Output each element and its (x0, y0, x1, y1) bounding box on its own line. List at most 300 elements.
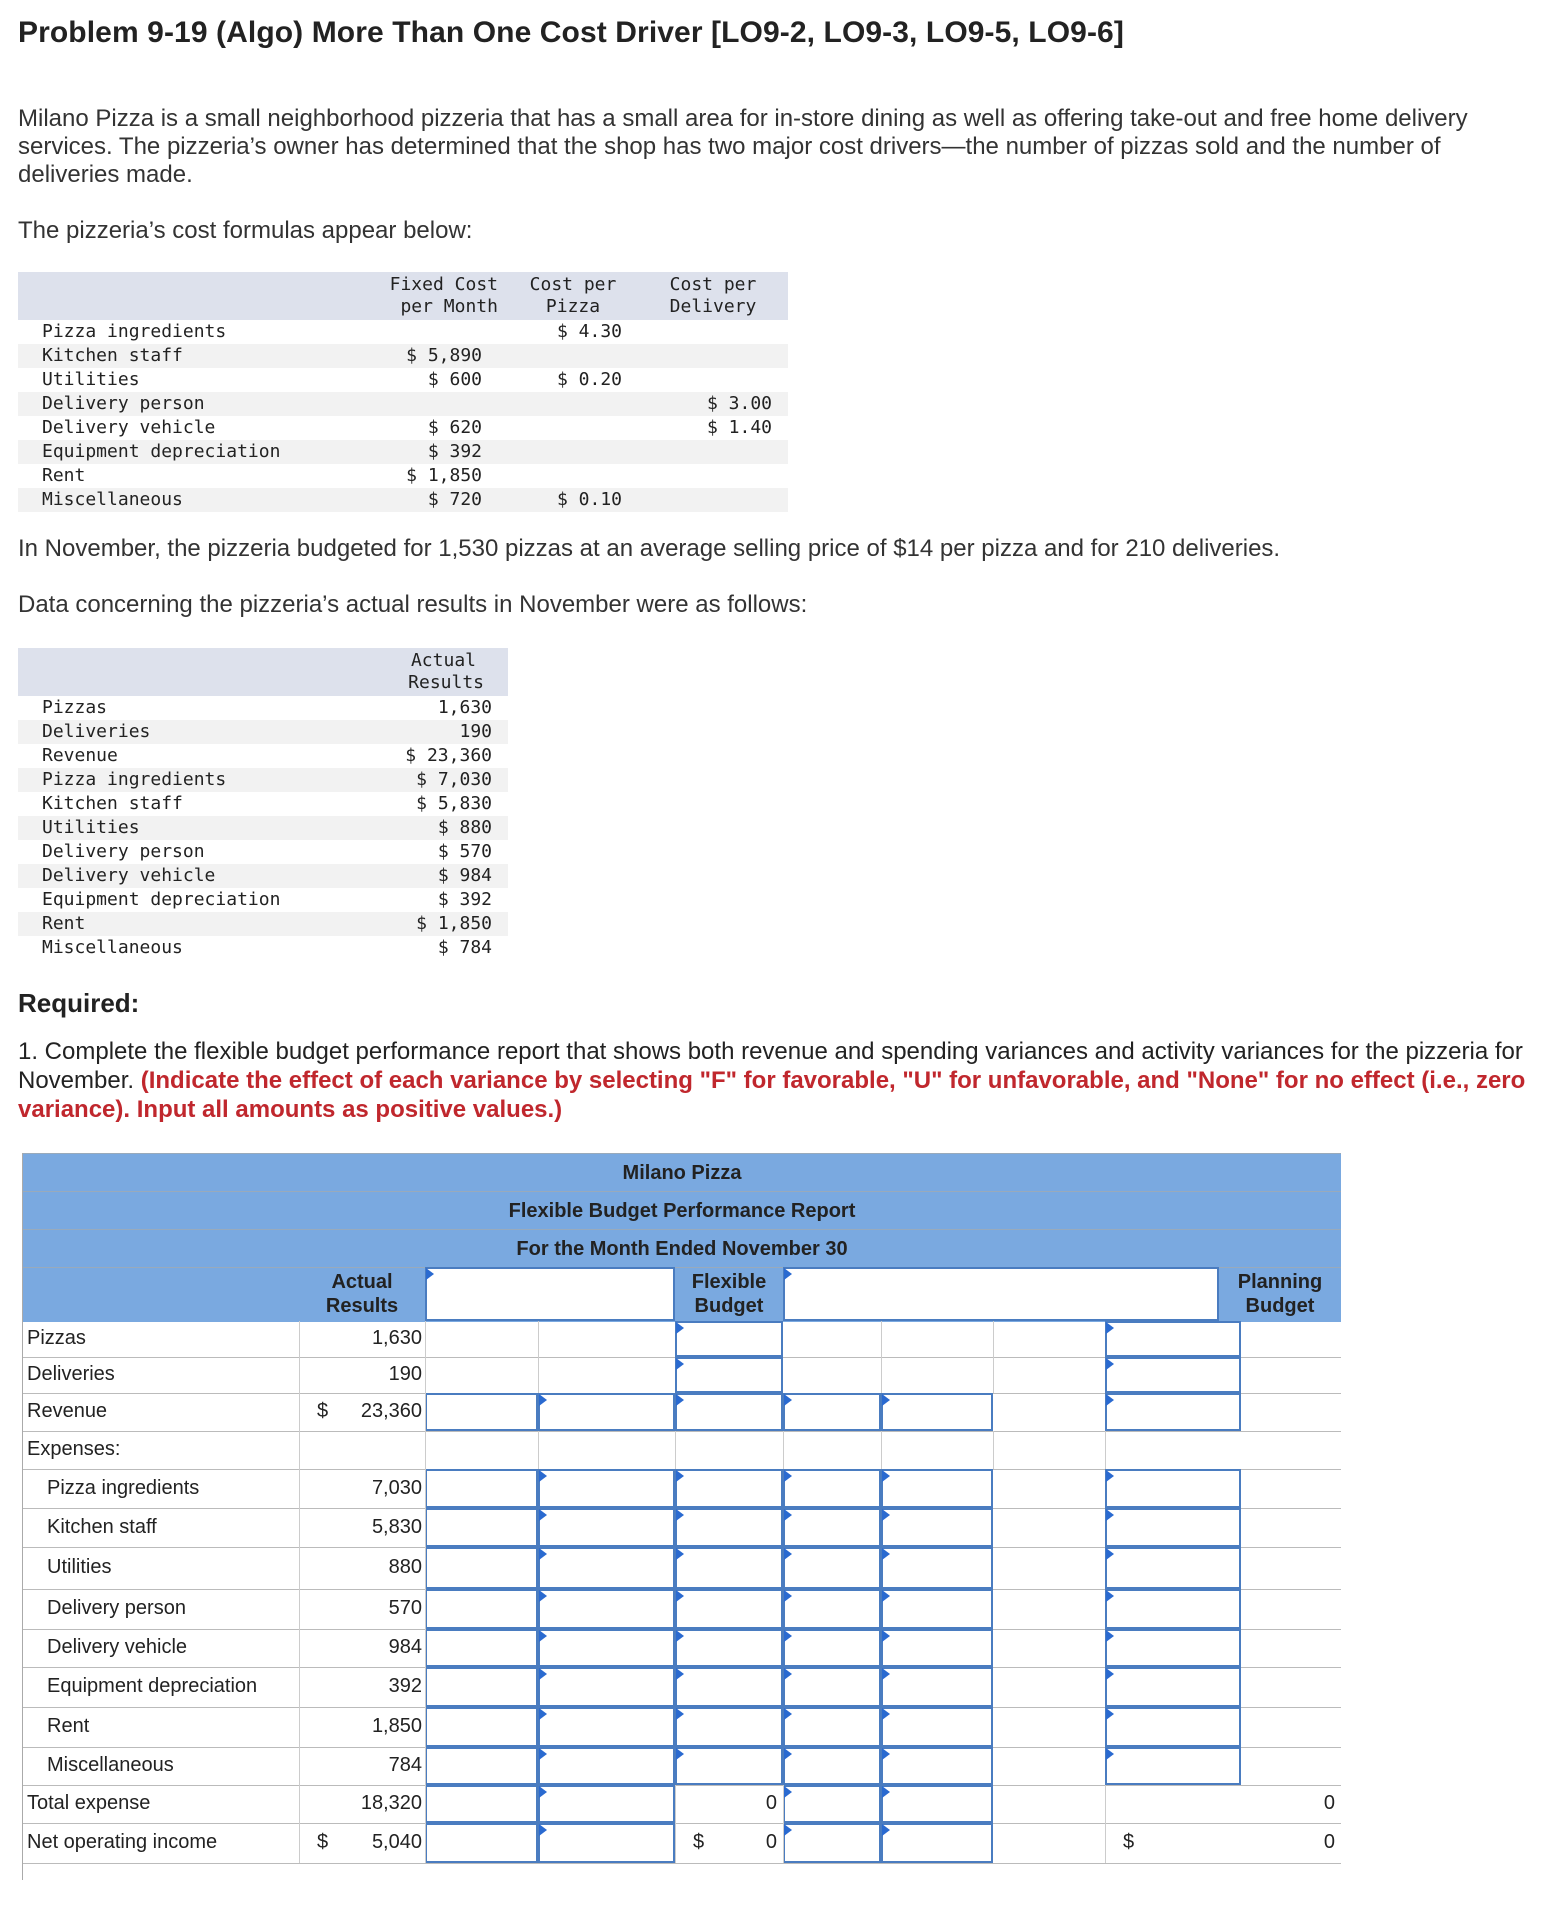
cost-table-row (18, 440, 788, 464)
flexible-budget-input[interactable] (675, 1629, 783, 1667)
activity-effect-select[interactable] (881, 1707, 993, 1747)
activity-effect-select[interactable] (881, 1393, 993, 1431)
dropdown-arrow-icon (1106, 1358, 1114, 1370)
activity-variance-input[interactable] (783, 1547, 881, 1589)
actual-row-value: $ 570 (437, 841, 492, 862)
problem-title: Problem 9-19 (Algo) More Than One Cost Driver [LO9-2, LO9-3, LO9-5, LO9-6] (18, 16, 1124, 49)
dropdown-arrow-icon (882, 1394, 890, 1406)
expenses-label: Expenses: (27, 1438, 121, 1460)
revenue-spending-variance-input[interactable] (425, 1667, 538, 1707)
cost-row-delivery (638, 464, 788, 488)
cost-table-row (18, 344, 788, 368)
cost-row-pizza (508, 392, 638, 416)
column-divider (783, 1431, 784, 1469)
cost-row-delivery (638, 440, 788, 464)
activity-variance-input[interactable] (783, 1747, 881, 1785)
net-activity-variance-input[interactable] (783, 1823, 881, 1863)
total-activity-effect-select[interactable] (881, 1785, 993, 1823)
actual-row-value: $ 392 (437, 889, 492, 910)
total-expense-flexible: 0 (765, 1792, 777, 1814)
cost-formula-table (18, 272, 788, 512)
dropdown-arrow-icon (676, 1470, 684, 1482)
actual-row-value: $ 23,360 (405, 745, 492, 766)
header-cost-per-pizza: Cost per Pizza (508, 272, 638, 320)
actual-table-row (18, 912, 508, 936)
cost-row-delivery (638, 320, 788, 344)
activity-effect-select[interactable] (881, 1629, 993, 1667)
report-row-divider (23, 1823, 1341, 1824)
header-cost-per-delivery: Cost per Delivery (638, 272, 788, 320)
planning-budget-input[interactable] (1105, 1667, 1241, 1707)
report-row-actual: 1,630 (371, 1327, 422, 1349)
column-divider (783, 1785, 784, 1823)
dropdown-arrow-icon (1106, 1590, 1114, 1602)
actual-table-row (18, 864, 508, 888)
cost-row-fixed: $ 392 (288, 440, 508, 464)
dropdown-arrow-icon (784, 1394, 792, 1406)
flexible-budget-input[interactable] (675, 1547, 783, 1589)
cost-row-pizza (508, 464, 638, 488)
dollar-sign: $ (317, 1400, 329, 1422)
actual-row-label: Pizzas (42, 697, 108, 718)
cost-row-pizza (508, 416, 638, 440)
activity-effect-select[interactable] (881, 1508, 993, 1547)
column-divider (425, 1547, 426, 1589)
activity-variance-input[interactable] (783, 1707, 881, 1747)
column-divider (299, 1547, 300, 1589)
net-spending-variance-input[interactable] (425, 1823, 538, 1863)
dropdown-arrow-icon (1106, 1748, 1114, 1760)
dropdown-arrow-icon (539, 1786, 547, 1798)
column-divider (783, 1823, 784, 1863)
report-row-actual: 7,030 (371, 1477, 422, 1499)
dropdown-arrow-icon (539, 1824, 547, 1836)
cost-row-pizza (508, 440, 638, 464)
cost-formulas-caption: The pizzeria’s cost formulas appear below: (18, 217, 473, 244)
dropdown-arrow-icon (1106, 1394, 1114, 1406)
dropdown-arrow-icon (784, 1548, 792, 1560)
actual-table-row (18, 744, 508, 768)
report-period: For the Month Ended November 30 (23, 1229, 1341, 1268)
cost-row-fixed (288, 392, 508, 416)
variance-header-input-1[interactable] (425, 1267, 675, 1321)
column-divider (993, 1321, 994, 1357)
report-row-label: Equipment depreciation (47, 1675, 258, 1697)
report-row-label: Rent (47, 1715, 90, 1737)
column-divider (425, 1589, 426, 1629)
cost-row-pizza: $ 0.20 (556, 369, 622, 390)
cost-table-row (18, 416, 788, 440)
column-divider (299, 1357, 300, 1393)
dropdown-arrow-icon (676, 1708, 684, 1720)
cost-row-label: Kitchen staff (18, 344, 288, 368)
dropdown-arrow-icon (676, 1630, 684, 1642)
dollar-sign: $ (317, 1831, 329, 1853)
flexible-budget-report (22, 1153, 1341, 1880)
activity-effect-select[interactable] (881, 1667, 993, 1707)
cost-row-label: Utilities (42, 369, 140, 390)
cost-row-label: Rent (42, 465, 86, 486)
cost-row-fixed: $ 600 (427, 369, 482, 390)
dropdown-arrow-icon (676, 1590, 684, 1602)
column-divider (425, 1321, 426, 1357)
total-expense-actual: 18,320 (360, 1792, 422, 1814)
flexible-budget-input[interactable] (675, 1589, 783, 1629)
net-income-flexible: 0 (765, 1831, 777, 1853)
dropdown-arrow-icon (1106, 1630, 1114, 1642)
dropdown-arrow-icon (1106, 1708, 1114, 1720)
cost-row-pizza: $ 0.10 (508, 488, 638, 512)
dollar-sign: $ (1123, 1831, 1135, 1853)
column-divider (425, 1469, 426, 1508)
report-company: Milano Pizza (23, 1153, 1341, 1192)
flexible-budget-input[interactable] (675, 1747, 783, 1785)
column-divider (993, 1357, 994, 1393)
column-divider (675, 1823, 676, 1863)
column-divider (299, 1393, 300, 1431)
dropdown-arrow-icon (1106, 1322, 1114, 1334)
actual-table-row (18, 768, 508, 792)
column-divider (299, 1785, 300, 1823)
activity-effect-select[interactable] (881, 1469, 993, 1508)
revenue-spending-effect-select[interactable] (538, 1707, 675, 1747)
dropdown-arrow-icon (1106, 1668, 1114, 1680)
report-row-divider (23, 1431, 1341, 1432)
report-row-actual: 880 (388, 1556, 422, 1578)
actual-row-label: Miscellaneous (42, 937, 183, 958)
header-actual-results: Actual Results (318, 648, 508, 696)
planning-budget-input[interactable] (1105, 1357, 1241, 1393)
dollar-sign: $ (693, 1831, 705, 1853)
flexible-budget-input[interactable] (675, 1321, 783, 1357)
cost-table-row (18, 320, 788, 344)
revenue-spending-effect-select[interactable] (538, 1508, 675, 1547)
dropdown-arrow-icon (784, 1786, 792, 1798)
actual-table-row (18, 696, 508, 720)
revenue-spending-variance-input[interactable] (425, 1547, 538, 1589)
dropdown-arrow-icon (784, 1509, 792, 1521)
dropdown-arrow-icon (882, 1786, 890, 1798)
col-header-planning-line1: Planning (1237, 1271, 1323, 1293)
dropdown-arrow-icon (1106, 1470, 1114, 1482)
net-activity-effect-select[interactable] (881, 1823, 993, 1863)
dropdown-arrow-icon (784, 1708, 792, 1720)
actual-row-label: Pizza ingredients (18, 768, 318, 792)
column-divider (425, 1393, 426, 1431)
report-row-label: Miscellaneous (47, 1754, 174, 1776)
dropdown-arrow-icon (784, 1668, 792, 1680)
net-income-actual: 5,040 (371, 1831, 422, 1853)
cost-row-delivery (638, 344, 788, 368)
cost-table-row (18, 464, 788, 488)
column-divider (881, 1321, 882, 1357)
column-divider (299, 1431, 300, 1469)
column-divider (299, 1508, 300, 1547)
planning-budget-input[interactable] (1105, 1747, 1241, 1785)
cost-row-fixed: $ 720 (288, 488, 508, 512)
dropdown-arrow-icon (784, 1268, 792, 1280)
dropdown-arrow-icon (882, 1630, 890, 1642)
revenue-spending-variance-input[interactable] (425, 1707, 538, 1747)
activity-effect-select[interactable] (881, 1547, 993, 1589)
dropdown-arrow-icon (676, 1322, 684, 1334)
column-divider (299, 1823, 300, 1863)
planning-budget-input[interactable] (1105, 1393, 1241, 1431)
actual-row-value: $ 7,030 (318, 768, 508, 792)
dropdown-arrow-icon (676, 1509, 684, 1521)
net-income-label: Net operating income (27, 1831, 218, 1853)
cost-row-fixed: $ 1,850 (406, 465, 482, 486)
dropdown-arrow-icon (539, 1630, 547, 1642)
dropdown-arrow-icon (676, 1748, 684, 1760)
revenue-spending-variance-input[interactable] (425, 1589, 538, 1629)
column-divider (425, 1508, 426, 1547)
actual-row-label: Delivery person (42, 841, 205, 862)
dropdown-arrow-icon (539, 1590, 547, 1602)
dropdown-arrow-icon (882, 1824, 890, 1836)
dropdown-arrow-icon (882, 1708, 890, 1720)
total-spending-variance-input[interactable] (425, 1785, 538, 1823)
actual-row-label: Delivery vehicle (18, 864, 318, 888)
dropdown-arrow-icon (882, 1590, 890, 1602)
actual-row-value: 1,630 (437, 697, 492, 718)
actual-row-value: $ 880 (318, 816, 508, 840)
dropdown-arrow-icon (539, 1708, 547, 1720)
revenue-spending-effect-select[interactable] (538, 1469, 675, 1508)
column-divider (425, 1707, 426, 1747)
report-row-label: Delivery vehicle (47, 1636, 188, 1658)
activity-variance-input[interactable] (783, 1667, 881, 1707)
total-expense-planning: 0 (1323, 1792, 1335, 1814)
report-row-divider (23, 1785, 1341, 1786)
column-divider (993, 1431, 994, 1469)
column-divider (299, 1321, 300, 1357)
report-row-actual: 1,850 (371, 1715, 422, 1737)
planning-budget-input[interactable] (1105, 1589, 1241, 1629)
dropdown-arrow-icon (882, 1470, 890, 1482)
actual-table-header (18, 648, 508, 696)
column-divider (881, 1357, 882, 1393)
cost-row-fixed: $ 5,890 (288, 344, 508, 368)
cost-row-fixed (288, 320, 508, 344)
actual-table-row (18, 888, 508, 912)
flexible-budget-input[interactable] (675, 1508, 783, 1547)
dropdown-arrow-icon (539, 1509, 547, 1521)
activity-variance-input[interactable] (783, 1469, 881, 1508)
intro-paragraph: Milano Pizza is a small neighborhood pizzeria that has a small area for in-store dining as well as offering take-out and free home delivery services. The pizzeria’s owner has determined that the shop has two major cost drivers—the number of pizzas sold and the number of deliveries made. (18, 105, 1468, 188)
column-divider (538, 1357, 539, 1393)
cost-row-label: Pizza ingredients (42, 321, 227, 342)
flexible-budget-input[interactable] (675, 1357, 783, 1393)
revenue-spending-effect-select[interactable] (538, 1393, 675, 1431)
instruction-plain: 1. Complete the flexible budget performance report that shows both revenue and spending variances and activity variances for the pizzeria for November. (18, 1038, 1523, 1094)
report-row-label: Pizza ingredients (47, 1477, 200, 1499)
dropdown-arrow-icon (676, 1358, 684, 1370)
actual-row-label: Revenue (42, 745, 118, 766)
header-fixed-cost: Fixed Cost per Month (288, 272, 508, 320)
column-divider (299, 1747, 300, 1785)
column-divider (1105, 1785, 1106, 1823)
cost-table-row (18, 488, 788, 512)
cost-table-header (18, 272, 788, 320)
column-divider (299, 1707, 300, 1747)
dropdown-arrow-icon (539, 1394, 547, 1406)
dropdown-arrow-icon (539, 1668, 547, 1680)
planning-budget-input[interactable] (1105, 1469, 1241, 1508)
column-divider (538, 1431, 539, 1469)
report-row-actual: 23,360 (360, 1400, 422, 1422)
dropdown-arrow-icon (784, 1748, 792, 1760)
dropdown-arrow-icon (882, 1509, 890, 1521)
column-divider (881, 1431, 882, 1469)
actual-row-label: Kitchen staff (42, 793, 183, 814)
actual-row-label: Utilities (18, 816, 318, 840)
actual-row-label: Rent (18, 912, 318, 936)
column-divider (425, 1629, 426, 1667)
col-header-flexible-line1: Flexible (691, 1271, 767, 1293)
revenue-spending-effect-select[interactable] (538, 1667, 675, 1707)
revenue-spending-effect-select[interactable] (538, 1747, 675, 1785)
column-divider (425, 1747, 426, 1785)
column-divider (299, 1667, 300, 1707)
activity-variance-input[interactable] (783, 1508, 881, 1547)
actual-table-row (18, 936, 508, 960)
column-divider (425, 1357, 426, 1393)
actual-results-table (18, 648, 508, 960)
activity-effect-select[interactable] (881, 1589, 993, 1629)
cost-table-row (18, 392, 788, 416)
dropdown-arrow-icon (1106, 1548, 1114, 1560)
cost-table-row (18, 368, 788, 392)
activity-variance-input[interactable] (783, 1629, 881, 1667)
revenue-spending-effect-select[interactable] (538, 1589, 675, 1629)
dropdown-arrow-icon (539, 1548, 547, 1560)
column-divider (425, 1823, 426, 1863)
report-row-actual: 984 (388, 1636, 422, 1658)
report-row-label: Pizzas (27, 1327, 86, 1349)
column-divider (675, 1431, 676, 1469)
actual-row-value: $ 984 (318, 864, 508, 888)
column-divider (425, 1431, 426, 1469)
revenue-spending-effect-select[interactable] (538, 1547, 675, 1589)
report-row-actual: 784 (388, 1754, 422, 1776)
planning-budget-input[interactable] (1105, 1321, 1241, 1357)
column-divider (425, 1785, 426, 1823)
column-divider (299, 1589, 300, 1629)
actual-table-row (18, 816, 508, 840)
cost-row-label: Delivery vehicle (42, 417, 216, 438)
column-divider (299, 1469, 300, 1508)
net-income-planning: 0 (1323, 1831, 1335, 1853)
dropdown-arrow-icon (784, 1824, 792, 1836)
report-row-actual: 190 (388, 1363, 422, 1385)
actual-table-row (18, 840, 508, 864)
report-row-divider (23, 1863, 1341, 1864)
total-spending-effect-select[interactable] (538, 1785, 675, 1823)
revenue-spending-effect-select[interactable] (538, 1629, 675, 1667)
actual-table-row (18, 720, 508, 744)
net-spending-effect-select[interactable] (538, 1823, 675, 1863)
required-label: Required: (18, 988, 140, 1018)
actual-row-value: $ 1,850 (318, 912, 508, 936)
revenue-spending-variance-input[interactable] (425, 1508, 538, 1547)
dropdown-arrow-icon (676, 1668, 684, 1680)
dropdown-arrow-icon (676, 1394, 684, 1406)
cost-row-delivery (638, 368, 788, 392)
activity-variance-input[interactable] (783, 1589, 881, 1629)
variance-header-input-2[interactable] (783, 1267, 1219, 1321)
actual-caption: Data concerning the pizzeria’s actual results in November were as follows: (18, 591, 808, 618)
instruction-text (18, 1037, 1528, 1124)
column-divider (538, 1321, 539, 1357)
flexible-budget-input[interactable] (675, 1469, 783, 1508)
cost-row-label: Equipment depreciation (18, 440, 288, 464)
dropdown-arrow-icon (882, 1748, 890, 1760)
col-header-flexible-budget (675, 1267, 783, 1321)
dropdown-arrow-icon (784, 1470, 792, 1482)
revenue-spending-variance-input[interactable] (425, 1629, 538, 1667)
planning-budget-input[interactable] (1105, 1629, 1241, 1667)
col-header-planning-budget (1219, 1267, 1341, 1321)
column-divider (1105, 1823, 1106, 1863)
dropdown-arrow-icon (882, 1548, 890, 1560)
cost-row-label: Miscellaneous (18, 488, 288, 512)
dropdown-arrow-icon (1106, 1509, 1114, 1521)
report-row-actual: 570 (388, 1597, 422, 1619)
cost-row-label: Delivery person (18, 392, 288, 416)
report-row-label: Deliveries (27, 1363, 115, 1385)
col-header-planning-line2: Budget (1245, 1295, 1315, 1317)
col-header-actual-results: Actual Results (325, 1271, 399, 1317)
cost-row-pizza (508, 344, 638, 368)
instruction-red: (Indicate the effect of each variance by selecting "F" for favorable, "U" for unfavorable, and "None" for no effect (i.e., zero variance). Input all amounts as positive values.) (18, 1067, 1526, 1123)
report-row-actual: 392 (388, 1675, 422, 1697)
dropdown-arrow-icon (676, 1548, 684, 1560)
report-row-actual: 5,830 (371, 1516, 422, 1538)
flexible-budget-input[interactable] (675, 1667, 783, 1707)
column-divider (1105, 1431, 1106, 1469)
actual-table-row (18, 792, 508, 816)
revenue-spending-variance-input[interactable] (425, 1469, 538, 1508)
total-expense-label: Total expense (27, 1792, 151, 1814)
dropdown-arrow-icon (539, 1748, 547, 1760)
total-activity-variance-input[interactable] (783, 1785, 881, 1823)
report-row-label: Utilities (47, 1556, 112, 1578)
planning-budget-input[interactable] (1105, 1547, 1241, 1589)
cost-row-fixed: $ 620 (427, 417, 482, 438)
planning-budget-input[interactable] (1105, 1707, 1241, 1747)
dropdown-arrow-icon (784, 1590, 792, 1602)
cost-row-delivery (638, 488, 788, 512)
actual-row-value: $ 784 (437, 937, 492, 958)
actual-row-label: Equipment depreciation (42, 889, 281, 910)
cost-row-delivery: $ 1.40 (706, 417, 772, 438)
activity-effect-select[interactable] (881, 1747, 993, 1785)
flexible-budget-input[interactable] (675, 1707, 783, 1747)
dropdown-arrow-icon (882, 1668, 890, 1680)
flexible-budget-input[interactable] (675, 1393, 783, 1431)
planning-budget-input[interactable] (1105, 1508, 1241, 1547)
revenue-spending-variance-input[interactable] (425, 1393, 538, 1431)
dropdown-arrow-icon (539, 1470, 547, 1482)
activity-variance-input[interactable] (783, 1393, 881, 1431)
column-divider (425, 1667, 426, 1707)
actual-row-label: Deliveries (18, 720, 318, 744)
report-row-label: Revenue (27, 1400, 108, 1422)
report-row-label: Delivery person (47, 1597, 186, 1619)
report-title: Flexible Budget Performance Report (23, 1191, 1341, 1230)
revenue-spending-variance-input[interactable] (425, 1747, 538, 1785)
